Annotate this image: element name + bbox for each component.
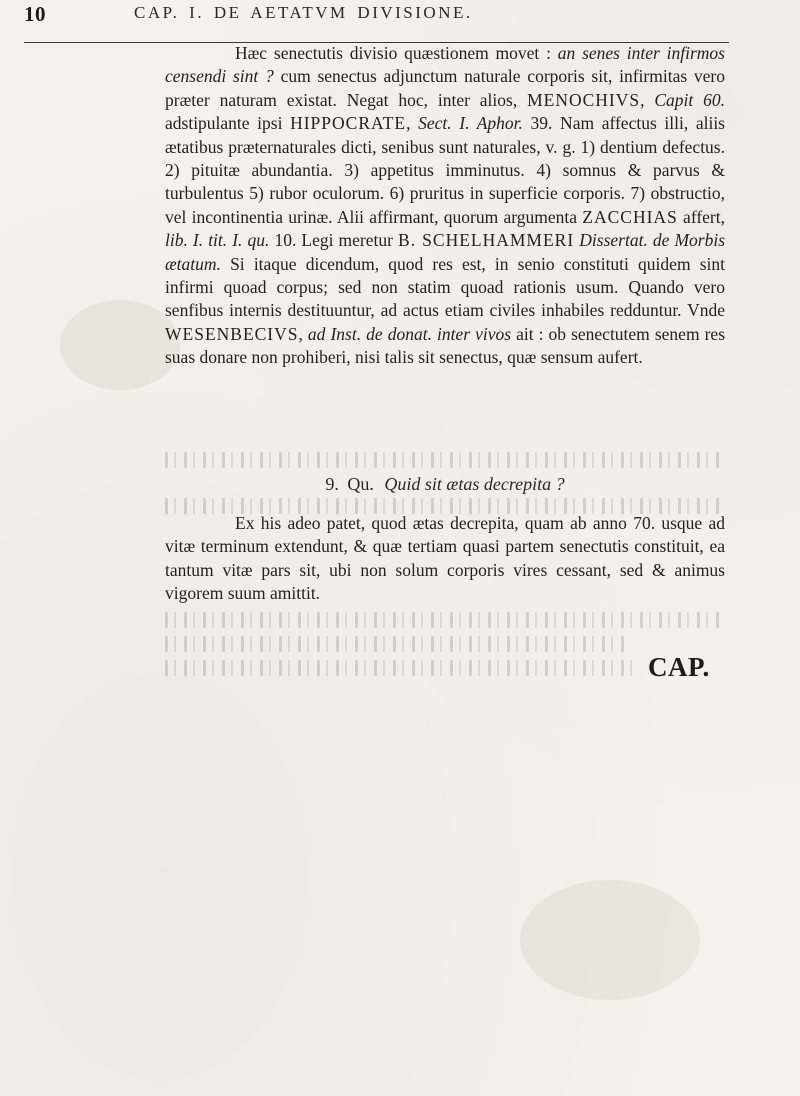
paragraph-text: Ex his adeo patet, quod ætas decrepita, quam ab anno 70. usque ad vitæ terminum extendunt, & quæ tertiam quasi partem senectutis constituit, ea tantum vitæ pars sit, ubi non solum corporis vires cessant, sed & animus vigorem suum amittit.	[165, 513, 725, 604]
author-name: ZACCHIAS	[582, 206, 678, 227]
author-name: HIPPOCRATE	[290, 113, 407, 134]
paragraph-decrepita	[165, 512, 725, 606]
section-number: 9.	[325, 474, 339, 494]
paragraph-senectutis	[165, 42, 725, 370]
question-label: Qu.	[347, 474, 374, 494]
paper-stain	[520, 880, 700, 1000]
text-run: Si itaque dicendum, quod res est, in senio constituti quidem sint infirmi quoad corpus; sed non statim quoad rationis usum. Quando vero senfibus internis destituuntur, ad actus etiam civiles inhabiles redduntur. Vnde	[165, 253, 725, 321]
citation: Sect. I. Aphor.	[418, 113, 523, 134]
bleed-through-line	[165, 452, 725, 468]
running-head	[24, 2, 744, 42]
bleed-through-line	[165, 636, 625, 652]
citation: Dissertat. de Morbis ætatum.	[165, 230, 726, 274]
citation: ad Inst. de donat. inter vivos	[307, 323, 512, 344]
text-run: 39. Nam affectus illi, aliis ætatibus præternaturales dicti, senibus sunt naturales, v. g. 1) dentium defectus. 2) pituitæ abundantia. 3) appetitus imminutus. 4) somnus & parvus & turbulentus 5) rubor oculorum. 6) pruritus in superficie corporis. 7) obstructio, vel incontinentia urinæ. Alii affirmant, quorum argumenta	[165, 113, 725, 227]
text-run: ,	[406, 113, 419, 134]
text-run: Hæc senectutis divisio quæstionem movet :	[235, 43, 558, 63]
catchword: CAP.	[648, 652, 710, 682]
italic-question: an senes inter infirmos censendi sint ?	[165, 43, 725, 87]
section-title: Quid sit ætas decrepita ?	[384, 474, 565, 494]
paragraph-text	[165, 42, 725, 370]
bleed-through-line	[165, 612, 725, 628]
bleed-through-line	[165, 660, 635, 676]
text-run: affert,	[677, 206, 725, 227]
citation: Capit 60.	[654, 89, 725, 110]
text-run: 10. Legi meretur	[269, 230, 399, 251]
citation: lib. I. tit. I. qu.	[165, 230, 270, 251]
running-title: CAP. I. DE AETATVM DIVISIONE.	[134, 3, 473, 22]
text-run: cum senectus adjunctum naturale corporis sit, infirmitas vero præter naturam existat. Negat hoc, inter alios,	[165, 66, 726, 110]
author-name: B. SCHELHAMMERI	[398, 230, 575, 251]
author-name: WESENBECIVS	[165, 323, 299, 344]
text-run: adstipulante ipsi	[165, 113, 291, 134]
page-number: 10	[24, 2, 46, 26]
section-heading	[165, 474, 725, 495]
text-run: ,	[640, 89, 655, 110]
text-run: ait : ob senectutem senem res suas donare non prohiberi, nisi talis sit senectus, quæ sensum aufert.	[165, 323, 726, 368]
paper-stain	[60, 300, 180, 390]
author-name: MENOCHIVS	[527, 89, 641, 110]
text-run: ,	[298, 323, 308, 344]
